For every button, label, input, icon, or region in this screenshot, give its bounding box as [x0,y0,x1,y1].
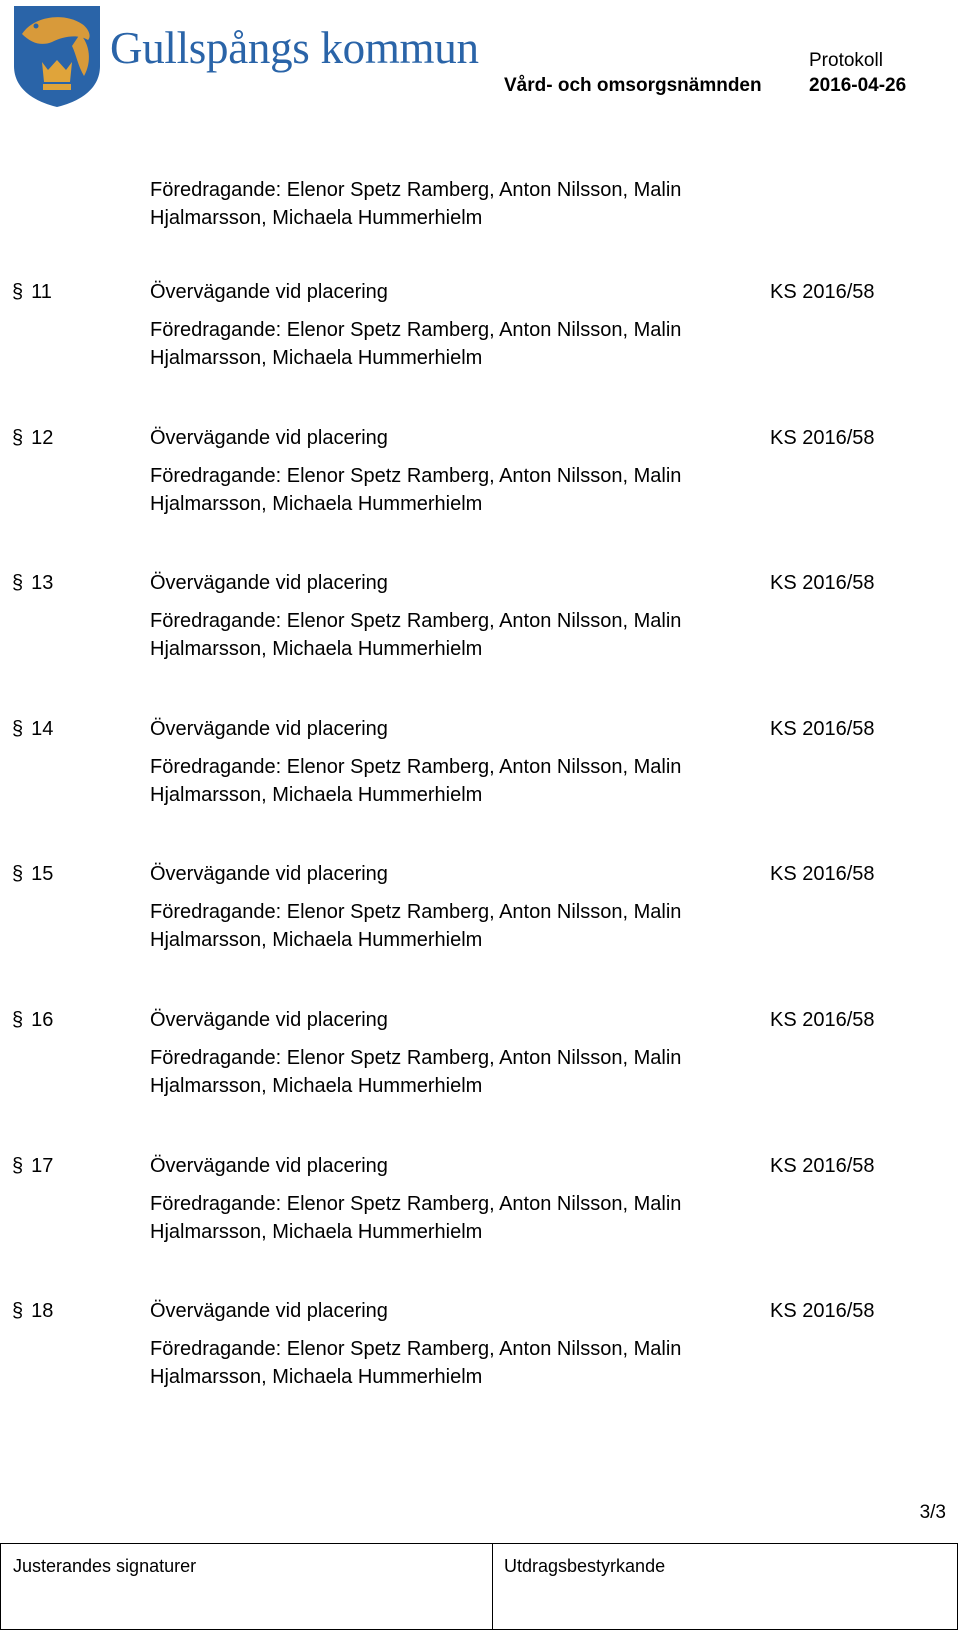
agenda-item [0,1152,960,1298]
section-symbol: § [12,1008,24,1031]
section-symbol: § [12,863,24,886]
presenter-line-2: Hjalmarsson, Michaela Hummerhielm [150,1220,483,1243]
section-symbol: § [12,281,24,303]
agenda-item [0,1297,960,1443]
item-title: Övervägande vid placering [150,1154,388,1177]
agenda-item [0,424,960,570]
item-presenter [150,1190,681,1246]
presenter-line-1: Föredragande: Elenor Spetz Ramberg, Anton Nilsson, Malin [150,1192,682,1215]
item-reference: KS 2016/58 [770,1008,875,1031]
presenter-line-1: Föredragande: Elenor Spetz Ramberg, Anton Nilsson, Malin [150,179,682,201]
item-reference: KS 2016/58 [770,1300,875,1323]
presenter-line-1: Föredragande: Elenor Spetz Ramberg, Anton Nilsson, Malin [150,610,682,633]
section-symbol: § [12,426,24,449]
item-presenter [150,607,681,663]
presenter-line-1: Föredragande: Elenor Spetz Ramberg, Anton Nilsson, Malin [150,464,682,487]
presenter-line-2: Hjalmarsson, Michaela Hummerhielm [150,1366,483,1389]
item-number: § 11 [12,278,52,306]
item-reference: KS 2016/58 [770,863,875,886]
item-title: Övervägande vid placering [150,572,388,595]
item-title: Övervägande vid placering [150,281,388,303]
section-symbol: § [12,1154,24,1177]
item-reference: KS 2016/58 [770,426,875,449]
municipal-shield-icon [12,4,102,108]
presenter-line-2: Hjalmarsson, Michaela Hummerhielm [150,1074,483,1097]
item-number: § 18 [12,1297,53,1325]
agenda-list [0,278,960,1443]
item-title: Övervägande vid placering [150,426,388,449]
presenter-line-1: Föredragande: Elenor Spetz Ramberg, Anton Nilsson, Malin [150,1046,682,1069]
item-number: § 13 [12,569,53,597]
item-title: Övervägande vid placering [150,863,388,886]
document-type: Protokoll [809,50,883,71]
presenter-line-2: Hjalmarsson, Michaela Hummerhielm [150,783,483,806]
item-number: § 15 [12,860,53,888]
item-title: Övervägande vid placering [150,1300,388,1323]
item-number: § 14 [12,715,53,743]
item-number: § 12 [12,424,53,452]
agenda-item [0,1006,960,1152]
item-reference: KS 2016/58 [770,572,875,595]
signature-divider [492,1544,493,1629]
presenter-line-2: Hjalmarsson, Michaela Hummerhielm [150,492,483,515]
item-title: Övervägande vid placering [150,1008,388,1031]
item-reference: KS 2016/58 [770,717,875,740]
agenda-item [0,715,960,861]
signature-box [0,1543,958,1630]
presenter-line-1: Föredragande: Elenor Spetz Ramberg, Anton Nilsson, Malin [150,755,682,778]
presenter-line-1: Föredragande: Elenor Spetz Ramberg, Anton Nilsson, Malin [150,319,682,341]
item-presenter [150,753,681,809]
item-reference: KS 2016/58 [770,281,875,303]
presenter-line-2: Hjalmarsson, Michaela Hummerhielm [150,929,483,952]
agenda-item [0,860,960,1006]
presenter-line-2: Hjalmarsson, Michaela Hummerhielm [150,638,483,661]
presenter-line-1: Föredragande: Elenor Spetz Ramberg, Anton Nilsson, Malin [150,1338,682,1361]
item-presenter [150,462,681,518]
item-reference: KS 2016/58 [770,1154,875,1177]
item-presenter [150,1335,681,1391]
presenter-line-1: Föredragande: Elenor Spetz Ramberg, Anton Nilsson, Malin [150,901,682,924]
agenda-item [0,569,960,715]
signatures-label: Justerandes signaturer [13,1556,197,1576]
presenter-line-2: Hjalmarsson, Michaela Hummerhielm [150,347,483,369]
item-presenter [150,898,681,954]
item-number: § 16 [12,1006,53,1034]
agenda-item [0,278,960,424]
section-symbol: § [12,717,24,740]
item-presenter [150,316,681,372]
certification-label: Utdragsbestyrkande [504,1556,666,1576]
page-number: 3/3 [919,1502,946,1523]
municipality-name: Gullspångs kommun [110,23,479,73]
item-presenter [150,1044,681,1100]
intro-presenter [150,176,681,232]
section-symbol: § [12,572,24,595]
item-title: Övervägande vid placering [150,717,388,740]
item-number: § 17 [12,1152,53,1180]
section-symbol: § [12,1300,24,1323]
committee-name: Vård- och omsorgsnämnden [504,75,762,96]
presenter-line-2: Hjalmarsson, Michaela Hummerhielm [150,207,483,229]
meeting-date: 2016-04-26 [809,75,907,96]
